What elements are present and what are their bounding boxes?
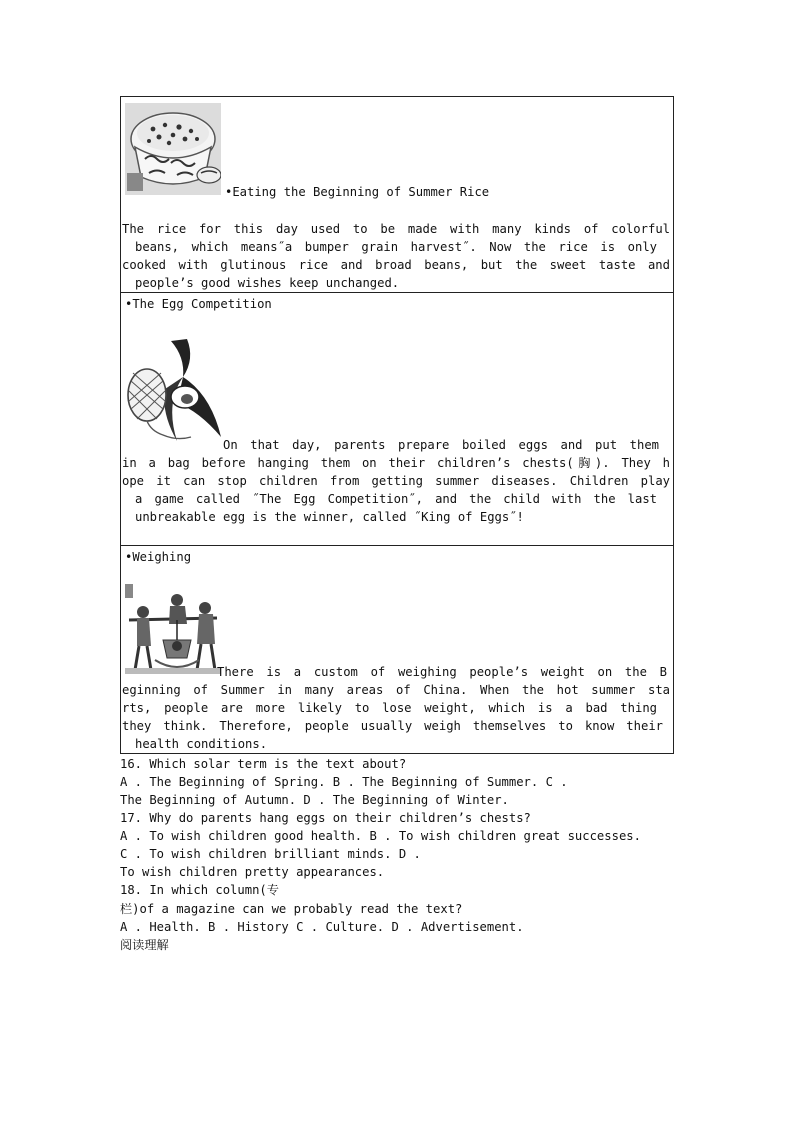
section-title: •The Egg Competition bbox=[125, 297, 272, 311]
question-18-options: A . Health. B . History C . Culture. D . Advertisement. bbox=[120, 920, 524, 934]
paragraph-line: eginning of Summer in many areas of China. When the hot summer sta bbox=[122, 683, 670, 697]
question-18: 栏)of a magazine can we probably read the text? bbox=[120, 902, 463, 916]
weighing-people-image bbox=[125, 584, 221, 674]
paragraph-line: rts, people are more likely to lose weight, which is a bad thing bbox=[122, 701, 657, 715]
paragraph-line: On that day, parents prepare boiled eggs and put them bbox=[223, 438, 659, 452]
question-17-options: C . To wish children brilliant minds. D . bbox=[120, 847, 421, 861]
paragraph-line: in a bag before hanging them on their children’s chests(胸). They h bbox=[122, 456, 670, 470]
section-title: •Eating the Beginning of Summer Rice bbox=[225, 185, 490, 199]
paragraph-line: people’s good wishes keep unchanged. bbox=[135, 276, 400, 290]
paragraph-line: unbreakable egg is the winner, called ˝King of Eggs˝! bbox=[135, 510, 524, 524]
paragraph-line: beans, which means˝a bumper grain harvest˝. Now the rice is only bbox=[135, 240, 657, 254]
rice-bowl-image bbox=[125, 103, 221, 195]
paragraph-line: health conditions. bbox=[135, 737, 268, 751]
paragraph-line: they think. Therefore, people usually weigh themselves to know their bbox=[122, 719, 663, 733]
paragraph-line: a game called ˝The Egg Competition˝, and the child with the last bbox=[135, 492, 657, 506]
section-weighing-box bbox=[120, 545, 674, 754]
question-16-options: The Beginning of Autumn. D . The Beginning of Winter. bbox=[120, 793, 509, 807]
section-egg-box bbox=[120, 292, 674, 546]
section-label-reading: 阅读理解 bbox=[120, 938, 169, 952]
paragraph-line: ope it can stop children from getting summer diseases. Children play bbox=[122, 474, 670, 488]
paragraph-line: cooked with glutinous rice and broad beans, but the sweet taste and bbox=[122, 258, 670, 272]
section-title: •Weighing bbox=[125, 550, 192, 564]
question-17-options: A . To wish children good health. B . To wish children great successes. bbox=[120, 829, 641, 843]
question-16: 16. Which solar term is the text about? bbox=[120, 757, 407, 771]
question-17: 17. Why do parents hang eggs on their children’s chests? bbox=[120, 811, 531, 825]
question-17-options: To wish children pretty appearances. bbox=[120, 865, 385, 879]
question-18: 18. In which column(专 bbox=[120, 883, 279, 897]
egg-net-bag-image bbox=[125, 333, 227, 445]
question-16-options: A . The Beginning of Spring. B . The Beginning of Summer. C . bbox=[120, 775, 568, 789]
paragraph-line: The rice for this day used to be made with many kinds of colorful bbox=[122, 222, 670, 236]
paragraph-line: There is a custom of weighing people’s weight on the B bbox=[217, 665, 667, 679]
section-rice-box bbox=[120, 96, 674, 293]
